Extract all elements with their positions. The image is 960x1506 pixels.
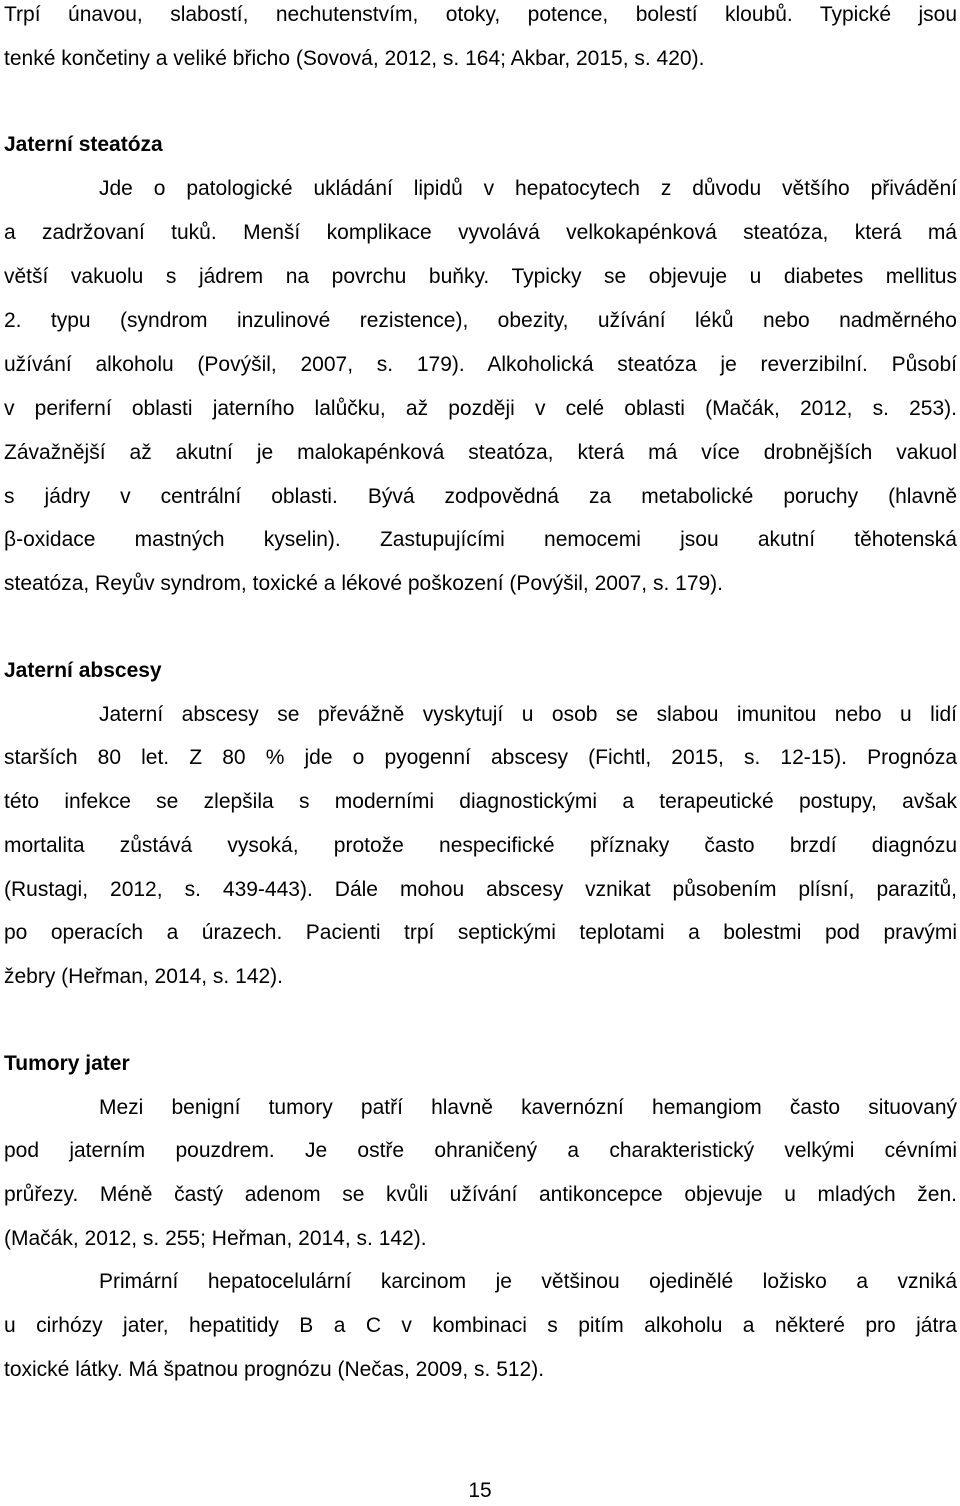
paragraph-line: Jde o patologické ukládání lipidů v hepatocytech z důvodu většího přivádění: [99, 177, 957, 200]
section-heading-steatosis: Jaterní steatóza: [4, 133, 163, 156]
paragraph-line: užívání alkoholu (Povýšil, 2007, s. 179). Alkoholická steatóza je reverzibilní. Působí: [4, 353, 957, 376]
paragraph-line: průřezy. Méně častý adenom se kvůli užívání antikoncepce objevuje u mladých žen.: [4, 1183, 957, 1206]
section-heading-tumors: Tumory jater: [4, 1052, 130, 1075]
paragraph-line: 2. typu (syndrom inzulinové rezistence), obezity, užívání léků nebo nadměrného: [4, 309, 957, 332]
paragraph-line: tenké končetiny a veliké břicho (Sovová, 2012, s. 164; Akbar, 2015, s. 420).: [4, 47, 705, 70]
page-number: 15: [468, 1479, 492, 1502]
paragraph-line: větší vakuolu s jádrem na povrchu buňky. Typicky se objevuje u diabetes mellitus: [4, 265, 957, 288]
paragraph-line: (Rustagi, 2012, s. 439-443). Dále mohou abscesy vznikat působením plísní, parazitů,: [4, 878, 957, 901]
paragraph-line: β-oxidace mastných kyselin). Zastupujícími nemocemi jsou akutní těhotenská: [4, 528, 957, 551]
paragraph-line: Závažnější až akutní je malokapénková steatóza, která má více drobnějších vakuol: [4, 441, 957, 464]
paragraph-line: žebry (Heřman, 2014, s. 142).: [4, 965, 283, 988]
paragraph-line: s jádry v centrální oblasti. Bývá zodpovědná za metabolické poruchy (hlavně: [4, 485, 957, 508]
paragraph-line: a zadržovaní tuků. Menší komplikace vyvolává velkokapénková steatóza, která má: [4, 221, 957, 244]
paragraph-line: steatóza, Reyův syndrom, toxické a lékové poškození (Povýšil, 2007, s. 179).: [4, 572, 724, 595]
paragraph-line: u cirhózy jater, hepatitidy B a C v kombinaci s pitím alkoholu a některé pro játra: [4, 1314, 957, 1337]
section-heading-abscesses: Jaterní abscesy: [4, 659, 162, 682]
paragraph-line: této infekce se zlepšila s moderními diagnostickými a terapeutické postupy, avšak: [4, 790, 957, 813]
paragraph-line: v periferní oblasti jaterního lalůčku, až později v celé oblasti (Mačák, 2012, s. 253).: [4, 397, 957, 420]
paragraph-line: Primární hepatocelulární karcinom je většinou ojedinělé ložisko a vzniká: [99, 1270, 957, 1293]
paragraph-line: Mezi benigní tumory patří hlavně kavernózní hemangiom často situovaný: [99, 1096, 957, 1119]
paragraph-line: Jaterní abscesy se převážně vyskytují u osob se slabou imunitou nebo u lidí: [99, 703, 957, 726]
paragraph-line: (Mačák, 2012, s. 255; Heřman, 2014, s. 142).: [4, 1227, 427, 1250]
paragraph-line: starších 80 let. Z 80 % jde o pyogenní abscesy (Fichtl, 2015, s. 12-15). Prognóza: [4, 746, 957, 769]
paragraph-line: Trpí únavou, slabostí, nechutenstvím, otoky, potence, bolestí kloubů. Typické jsou: [4, 3, 957, 26]
paragraph-line: mortalita zůstává vysoká, protože nespecifické příznaky často brzdí diagnózu: [4, 834, 957, 857]
paragraph-line: po operacích a úrazech. Pacienti trpí septickými teplotami a bolestmi pod pravými: [4, 921, 957, 944]
paragraph-line: pod jaterním pouzdrem. Je ostře ohraničený a charakteristický velkými cévními: [4, 1139, 957, 1162]
paragraph-line: toxické látky. Má špatnou prognózu (Nečas, 2009, s. 512).: [4, 1358, 545, 1381]
